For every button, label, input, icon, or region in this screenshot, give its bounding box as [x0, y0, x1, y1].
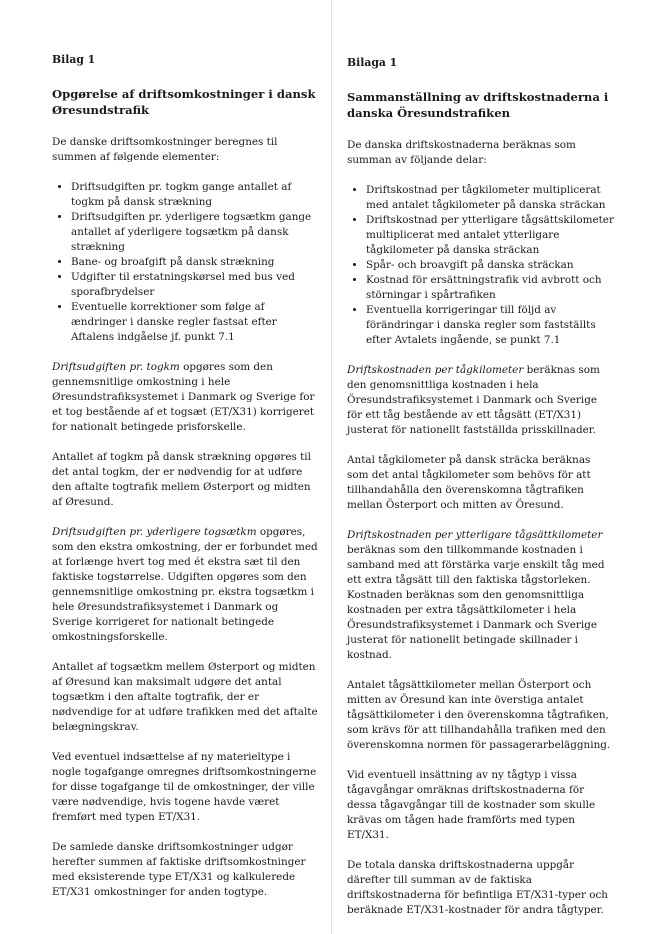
- list-item: • Driftsudgiften pr. yderligere togsætkm gange antallet af yderligere togsætkm på dansk strækning: [71, 210, 320, 255]
- italic-term: Driftsudgiften pr. yderligere togsætkm: [52, 526, 257, 538]
- paragraph-text: opgøres som den gennemsnitlige omkostning i hele Øresundstrafiksystemet i Danmark og Sverige for et tog bestående af et togsæt (ET/X31) korrigeret for nationalt betingede prisforskelle.: [52, 361, 315, 433]
- paragraph-new-train-type: Vid eventuell insättning av ny tågtyp i vissa tågavgångar omräknas driftskostnaderna för dessa tågavgångar till de kostnader som skulle krävas om tågen hade framförts med typen ET/X31.: [347, 769, 596, 841]
- elements-list: [347, 183, 615, 348]
- paragraph-text: beräknas som den tillkommande kostnaden i samband med att förstärka varje enskilt tåg med ett extra tågsätt till den faktiska tågstorleken. Kostnaden beräknas som den genomsnittliga kostnaden per extra tågsättkilometer i hela Öresundstrafiksystemet i Danmark och Sverige justerat för nationellt betingade skillnader i kostnad.: [347, 544, 605, 661]
- danish-column: [52, 0, 320, 915]
- paragraph-cost-per-extra-set-km: [52, 525, 320, 645]
- paragraph-cost-per-train-km: [347, 363, 615, 438]
- list-item: • Driftskostnad per tågkilometer multiplicerat med antalet tågkilometer på danska sträckan: [366, 183, 615, 213]
- swedish-column: [347, 0, 615, 933]
- section-heading: Opgørelse af driftsomkostninger i dansk Øresundstrafik: [52, 87, 316, 117]
- paragraph-text: opgøres, som den ekstra omkostning, der er forbundet med at forlænge hvert tog med ét ekstra sæt til den faktiske togstørrelse. Udgiften opgøres som den gennemsnitlige omkostning pr. ekstra togsætkm i hele Øresundstrafiksystemet i Danmark og Sverige korrigeret for nationalt betingede omkostningsforskelle.: [52, 526, 318, 643]
- list-item: • Driftskostnad per ytterligare tågsättskilometer multiplicerat med antalet ytterligare tågkilometer på danska sträckan: [366, 213, 615, 258]
- paragraph-set-km-limit: Antalet tågsättkilometer mellan Österport och mitten av Öresund kan inte överstiga antalet tågsättkilometer i den överenskomna tågtrafiken, som krävs för att tillhandahålla trafiken med den överenskomna normen för passagerarbeläggning.: [347, 679, 611, 751]
- list-item: • Bane- og broafgift på dansk strækning: [71, 255, 320, 270]
- list-item: • Eventuelle korrektioner som følge af ændringer i danske regler fastsat efter Aftalens indgåelse jf. punkt 7.1: [71, 300, 320, 345]
- paragraph-total-costs: De samlede danske driftsomkostninger udgør herefter summen af faktiske driftsomkostninger med eksisterende type ET/X31 og kalkulerede ET/X31 omkostninger for anden togtype.: [52, 841, 306, 898]
- appendix-label: Bilaga 1: [347, 56, 398, 69]
- paragraph-set-km-limit: Antallet af togsætkm mellem Østerport og midten af Øresund kan maksimalt udgøre det antal togsætkm i den aftalte togtrafik, der er nødvendige for at udføre trafikken med det aftalte belægningskrav.: [52, 661, 318, 733]
- elements-list: [52, 180, 320, 345]
- paragraph-new-train-type: Ved eventuel indsættelse af ny materieltype i nogle togafgange omregnes driftsomkostningerne for disse togafgange til de omkostninger, der ville være nødvendige, hvis togene havde været fremført med typen ET/X31.: [52, 751, 317, 823]
- italic-term: Driftskostnaden per ytterligare tågsättkilometer: [347, 529, 603, 541]
- italic-term: Driftskostnaden per tågkilometer: [347, 364, 524, 376]
- intro-paragraph: De danska driftskostnaderna beräknas som summan av följande delar:: [347, 139, 576, 166]
- intro-paragraph: De danske driftsomkostninger beregnes til summen af følgende elementer:: [52, 136, 278, 163]
- list-item: • Driftsudgiften pr. togkm gange antallet af togkm på dansk strækning: [71, 180, 320, 210]
- paragraph-total-costs: De totala danska driftskostnaderna uppgår därefter till summan av de faktiska driftskostnaderna för befintliga ET/X31-typer och beräknade ET/X31-kostnader för andra tågtyper.: [347, 859, 608, 916]
- paragraph-text: beräknas som den genomsnittliga kostnaden i hela Öresundstrafiksystemet i Danmark och Sverige för ett tåg bestående av ett tågsätt (ET/X31) justerat för nationellt fastställda prisskillnader.: [347, 364, 600, 436]
- list-item: • Eventuella korrigeringar till följd av förändringar i danska regler som fastställts efter Avtalets ingående, se punkt 7.1: [366, 303, 615, 348]
- paragraph-train-km-count: Antal tågkilometer på dansk sträcka beräknas som det antal tågkilometer som behövs för att tillhandahålla den överenskomna tågtrafiken mellan Österport och mitten av Öresund.: [347, 454, 591, 511]
- appendix-label: Bilag 1: [52, 53, 96, 66]
- list-item: • Udgifter til erstatningskørsel med bus ved sporafbrydelser: [71, 270, 320, 300]
- list-item: • Kostnad för ersättningstrafik vid avbrott och störningar i spårtrafiken: [366, 273, 615, 303]
- section-heading: Sammanställning av driftskostnaderna i danska Öresundstrafiken: [347, 90, 609, 120]
- column-divider: [331, 0, 332, 934]
- list-item: • Spår- och broavgift på danska sträckan: [366, 258, 615, 273]
- paragraph-cost-per-train-km: [52, 360, 320, 435]
- paragraph-cost-per-extra-set-km: [347, 528, 615, 663]
- paragraph-train-km-count: Antallet af togkm på dansk strækning opgøres til det antal togkm, der er nødvendig for at udføre den aftalte togtrafik mellem Østerport og midten af Øresund.: [52, 451, 311, 508]
- italic-term: Driftsudgiften pr. togkm: [52, 361, 180, 373]
